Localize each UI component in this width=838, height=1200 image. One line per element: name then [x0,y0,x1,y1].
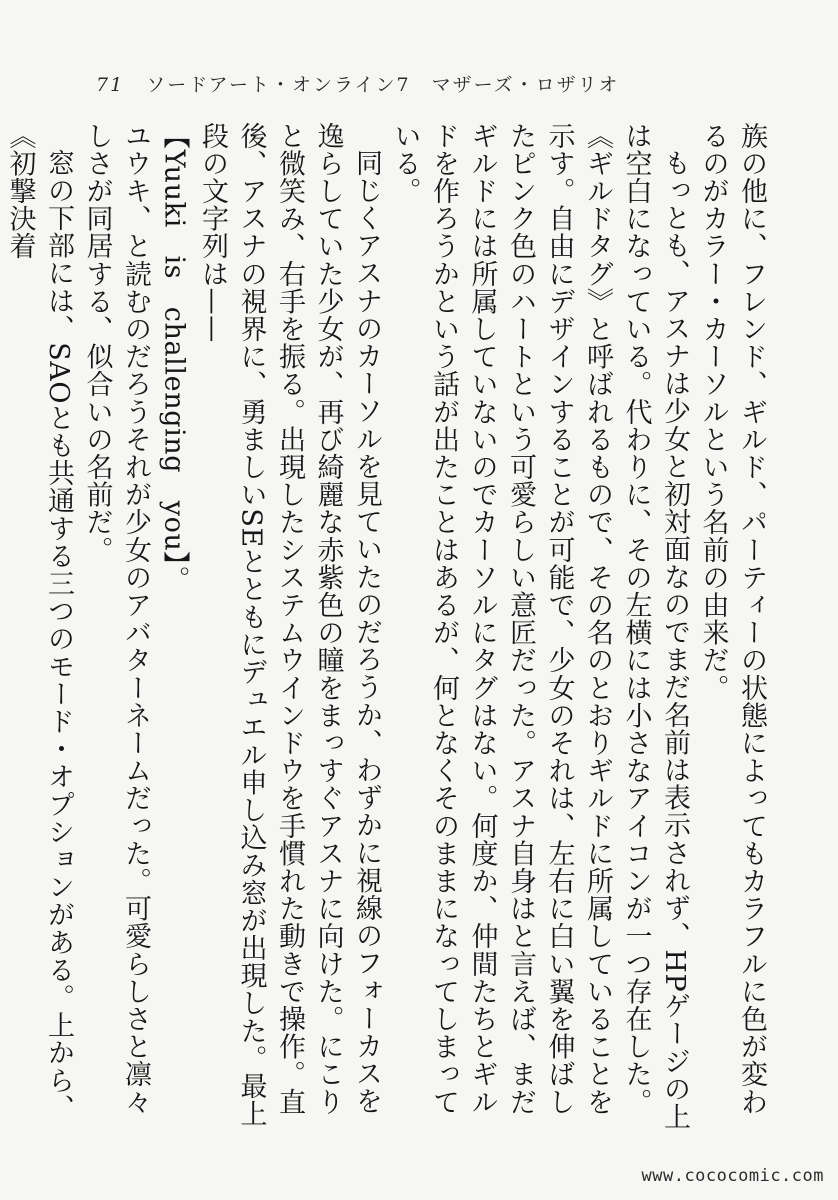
vertical-body-text [4,122,770,1142]
paragraph: 同じくアスナのカーソルを見ていたのだろうか、わずかに視線のフォーカスを逸らしていた少女が、再び綺麗な赤紫色の瞳をまっすぐアスナに向けた。にこりと微笑み、右手を振る。出現したシステムウインドウを手慣れた動きで操作。直後、アスナの視界に、勇ましいSEとともにデュエル申し込み窓が出現した。最上段の文字列は—— [197,122,382,1128]
watermark-url: www.cococomic.com [641,1166,824,1186]
paragraph: もっとも、アスナは少女と初対面なのでまだ名前は表示されず、HPゲージの上は空白になっている。代わりに、その左横には小さなアイコンが一つ存在した。《ギルドタグ》と呼ばれるもので、その名のとおりギルドに所属していることを示す。自由にデザインすることが可能で、少女のそれは、左右に白い翼を伸ばしたピンク色のハートという可愛らしい意匠だった。アスナ自身はと言えば、まだギルドには所属していないのでカーソルにタグはない。何度か、仲間たちとギルドを作ろうかという話が出たことはあるが、何となくそのままになってしまっている。 [389,122,690,1131]
page-number: 71 [96,74,125,96]
paragraph: 窓の下部には、SAOとも共通する三つのモード・オプションがある。上から、《初撃決着 [4,122,74,1122]
running-header [96,70,696,102]
paragraph: ユウキ、と読むのだろうそれが少女のアバターネームだった。可愛らしさと凛々しさが同居する、似合いの名前だ。 [81,122,151,1116]
running-title: ソードアート・オンライン7 マザーズ・ロザリオ [146,74,620,96]
paragraph: 【Yuuki is challenging you】。 [158,122,190,594]
paragraph: 族の他に、フレンド、ギルド、パーティーの状態によってもカラフルに色が変わるのがカラー・カーソルという名前の由来だ。 [697,122,767,1116]
